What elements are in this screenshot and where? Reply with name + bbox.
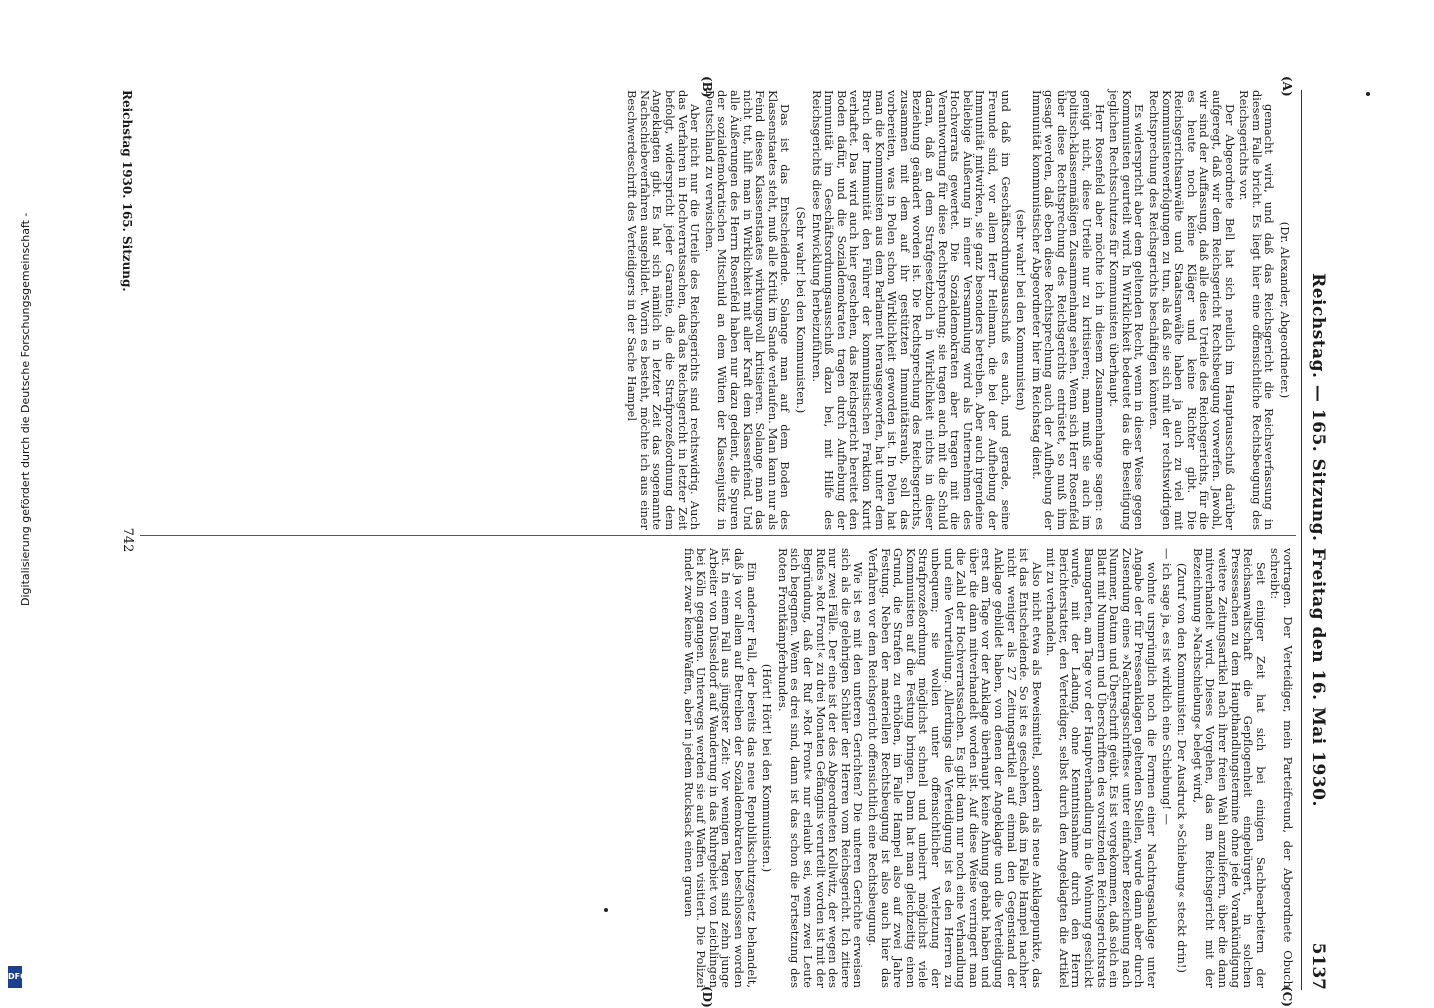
digitization-credit-text: Digitalisierung gefördert durch die Deutsche Forschungsgemeinschaft - [19, 212, 32, 606]
column-separator [140, 535, 1296, 536]
paragraph: Also nicht etwa als Beweismittel, sondern als neue Anklagepunkte, das ist das Entscheidende. So ist es geschehen, daß im Falle Hampel nachher nicht weniger als 27 Zeitungsartikel auf einmal den Gegenstand der Anklage gebildet haben, von denen der Angeklagte und die Verteidigung erst am Tage vor der Anklage überhaupt keine Ahnung gehabt haben und über die dann mitverhandelt worden ist. Auf diese Weise verringert man die Zahl der Hochverratssachen. Es gibt dann nur noch eine Verhandlung und eine Verurteilung. Allerdings die Verteidigung ist es den Herren zu unbequem; sie wollen unter offensichtlicher Verletzung der Strafprozeßordnung möglichst schnell und unbeirrt möglichst viele Kommunisten auf die Festung bringen. Dann hat man gleichzeitig einen Grund, die Strafen zu erhöhen, im Falle Hampel also auf zwei Jahre Festung. Neben der materiellen Rechtsbeugung ist also auch hier das Verfahren vor dem Reichsgericht offensichtlich eine Rechtsbeugung. [866, 548, 1044, 988]
paragraph: Das ist das Entscheidende. Solange man auf dem Boden des Klassenstaates steht, muß alle Kritik im Sande verlaufen. Man kann nur als Feind dieses Klassenstaates wirkungsvoll kritisieren. Solange man das nicht tut, hilft man in Wirklichkeit mit aller Kraft dem Klassenfeind. Und alle Äußerungen des Herrn Rosenfeld haben nur dazu gedient, die Spuren der sozialdemokratischen Mitschuld an dem Wüten der Klassenjustiz in Deutschland zu verwischen. [702, 90, 793, 530]
left-column [624, 90, 1294, 530]
interjection: (Sehr wahr! bei den Kommunisten.) [794, 206, 809, 414]
scan-speck [1366, 92, 1370, 96]
page-header [1302, 90, 1328, 990]
interjection: (Hört! Hört! bei den Kommunisten.) [760, 663, 775, 873]
paragraph: — ich sage ja, es ist wirklich eine Schiebung! — [1159, 548, 1174, 825]
scan-speck [604, 908, 608, 912]
footer-sheet-number: 742 [120, 527, 135, 553]
speaker-line: (Dr. Alexander, Abgeordneter.) [1278, 221, 1292, 399]
paragraph: Der Abgeordnete Bell hat sich neulich im Hauptausschuß darüber aufgeregt, daß wir dem Reichsgericht Rechtsbeugung vorwerfen. Jawohl, wir sind der Auffassung, daß alle diese Urteile des Reichsgerichts, für die es heute noch keine Kläger und keine Richter gibt. Die Reichsgerichtsanwälte und Staatsanwälte haben ja auch zu viel mit Kommunistenverfolgungen zu tun, als daß sie sich mit der rechtswidrigen Rechtsprechung des Reichsgerichts beschäftigen könnten. [1147, 90, 1237, 530]
page-title: Reichstag. — 165. Sitzung. Freitag den 16. Mai 1930. [1308, 273, 1328, 807]
document-page [100, 76, 1334, 1008]
paragraph: vortragen. Der Verteidiger, mein Parteifreund, der Abgeordnete Obuch schreibt: [1268, 548, 1295, 988]
margin-marker-c: (C) [1280, 986, 1294, 1007]
margin-marker-d: (D) [700, 986, 714, 1008]
paragraph: gemacht wird, und daß das Reichsgericht die Reichsverfassung in diesem Falle bricht. Es liegt hier eine offensichtliche Rechtsbeugung des Reichsgerichts vor. [1237, 90, 1277, 530]
margin-marker-a: (A) [1280, 76, 1294, 97]
digitization-credit [8, 0, 32, 1000]
margin-marker-b: (B) [700, 76, 714, 98]
interjection: (sehr wahr! bei den Kommunisten) [1014, 209, 1029, 411]
paragraph: Wie ist es mit den unteren Gerichten? Die unteren Gerichte erweisen sich als die gelehrigen Schüler der Herren vom Reichsgericht. Ich zitiere nur zwei Fälle. Der eine ist der des Abgeordneten Kollwitz, der wegen des Rufes »Rot Front!« zu drei Monaten Gefängnis verurteilt worden ist mit der Begründung, daß der Ruf »Rot Front« nur erlaubt sei, wenn zwei Leute sich begegnen. Wenn es drei sind, dann ist das schon die Fortsetzung des Roten Frontkämpferbundes. [775, 548, 866, 988]
paragraph: Es widerspricht aber dem geltenden Recht, wenn in dieser Weise gegen Kommunisten geurteilt wird. In Wirklichkeit bedeutet das die Beseitigung jeglichen Rechtsschutzes für Kommunisten überhaupt. [1107, 90, 1147, 530]
quotation: wohnte ursprünglich noch die Formen einer Nachtragsanklage unter Angabe der für Presseanklagen geltenden Stellen, wurde dann aber durch Zusendung eines »Nachtragsschriftes« unter einfacher Bezeichnung nach Nummer, Datum und Überschrift geübt. Es ist vorgekommen, daß solch ein Blatt mit Nummern und Überschriften des vorsitzenden Reichsgerichtsrats Baumgarten, am Tage vor der Hauptverhandlung in die Wohnung geschickt wurde, mit der Ladung, ohne Kenntnisnahme durch den Herrn Berichterstatter, den Verteidiger, selbst durch den Angeklagten die Artikel mit zu verhandeln. [1044, 548, 1160, 988]
paragraph: und daß im Geschäftsordnungsausschuß es auch, und gerade, seine Freunde sind, vor allem Herr Heilmann, die bei der Aufhebung der Immunität mitwirken, sie ganz besonders betreiben. Aber auch irgendeine beliebige Äußerung in einer Versammlung wird als Unternehmen des Hochverrats gewertet. Die Sozialdemokraten aber tragen mit die Verantwortung für diese Rechtsprechung; sie tragen auch mit die Schuld daran, daß an dem Strafgesetzbuch in Wirklichkeit nichts in dieser Beziehung geändert worden ist. Die Rechtsprechung des Reichsgerichts, zusammen mit dem auf ihr gestützten Immunitätsraub, soll das vorbereiten, was in Polen schon Wirklichkeit geworden ist. In Polen hat man die Kommunisten aus dem Parlament herausgeworfen, hat unter dem Bruch der Immunität den Führer der kommunistischen Fraktion Kurtt verhaftet. Das wird auch hier geschehen, das Reichsgericht bereitet den Boden dafür, und die Sozialdemokraten tragen durch Aufhebung der Immunität im Geschäftsordnungsausschuß dazu bei, mit Hilfe des Reichsgerichts diese Entwicklung herbeizuführen. [809, 90, 1013, 530]
paragraph: Aber nicht nur die Urteile des Reichsgerichts sind rechtswidrig. Auch das Verfahren in Hochverratssachen, das das Reichsgericht in letzter Zeit befolgt, widerspricht jeder Garantie, die die Strafprozeßordnung dem Angeklagten gibt. Es hat sich nämlich in letzter Zeit das sogenannte Nachschiebeverfahren ausgebildet. Worin es besteht, möchte ich aus einer Beschwerdeschrift des Verteidigers in der Sache Hampel [625, 90, 703, 530]
paragraph: Herr Rosenfeld aber möchte ich in diesem Zusammenhange sagen: es genügt nicht, diese Urteile nur zu kritisieren; man muß sie auch im politisch-klassenmäßigen Zusammenhang sehen. Wenn sich Herr Rosenfeld über diese Rechtsprechung des Reichsgerichts entrüstet, so muß ihm gesagt werden, daß eben diese Rechtsprechung auch der Aufhebung der Immunität kommunistischer Abgeordneter hier im Reichstag dient. [1029, 90, 1107, 530]
page-number: 5137 [1308, 942, 1328, 990]
right-column [680, 548, 1294, 988]
paragraph: Ein anderer Fall, der bereits das neue Republikschutzgesetz behandelt, daß ja vor allem auf Betreiben der Sozialdemokraten beschlossen worden ist. In einem Fall aus jüngster Zeit: Vor wenigen Tagen sind zehn junge Arbeiter von Düsseldorf auf Wanderung in das Ruhrgebiet von Leichlingen bei Köln gegangen. Unterwegs werden sie auf Waffen visitiert. Die Polizei findet zwar keine Waffen, aber in jedem Rucksack einen grauen [681, 548, 759, 988]
quotation: Seit einiger Zeit hat sich bei einigen Sachbearbeitern der Reichsanwaltschaft die Gepflogenheit eingebürgert, in solchen Pressesachen zu dem Haupthandlungstermine ohne jede Vorankündigung weitere Zeitungsartikel nach ihrer freien Wahl anzuliefern, über die dann mitverhandelt wird. Dieses Vorgehen, das am Reichsgericht mit der Bezeichnung »Nachschiebung« belegt wird, [1190, 548, 1268, 988]
dfg-logo-icon: DFG [8, 966, 22, 988]
header-rule [1301, 90, 1302, 990]
interjection: (Zuruf von den Kommunisten: Der Ausdruck »Schiebung« steckt drin!) [1175, 563, 1190, 973]
footer-signature: Reichstag 1930. 165. Sitzung. [120, 90, 134, 292]
